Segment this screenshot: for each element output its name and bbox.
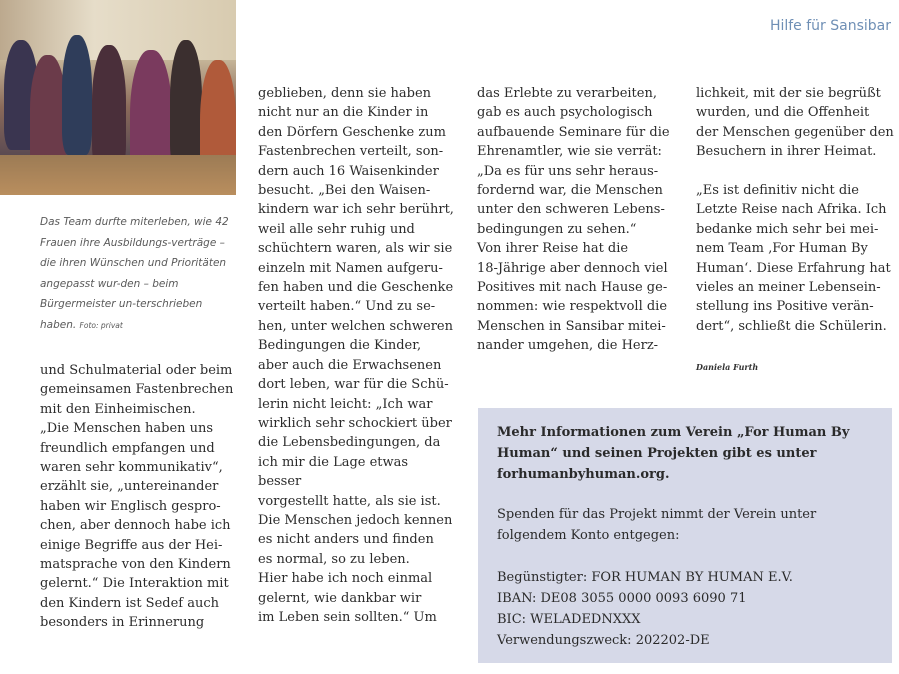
info-box-website-text: Mehr Informationen zum Verein „For Human By Human“ und seinen Projekten gibt es unter forhumanbyhuman.org. [497, 425, 850, 482]
photo-person [170, 40, 202, 170]
photo-credit: Foto: privat [79, 320, 123, 330]
article-column-3: das Erlebte zu verarbeiten, gab es auch psychologisch aufbauende Seminare für die Ehrenamtler, wie sie verrät: „Da es für uns sehr heraus- fordernd war, die Menschen unter den schweren Lebens- bedingungen zu sehen.“ Von ihrer Reise hat die 18-Jährige aber dennoch viel Positives mit nach Hause ge- nommen: wie respektvoll die Menschen in Sansibar mitei- nander umgehen, die Herz- [477, 86, 670, 354]
info-box-donation-intro: Spenden für das Projekt nimmt der Verein unter folgendem Konto entgegen: [497, 507, 817, 543]
info-box-beneficiary: Begünstigter: FOR HUMAN BY HUMAN E.V. [497, 570, 793, 585]
info-box [478, 408, 892, 663]
info-box-purpose: Verwendungszweck: 202202-DE [497, 633, 710, 648]
info-box-bic: BIC: WELADEDNXXX [497, 612, 641, 627]
photo-caption [40, 212, 238, 337]
article-column-4: lichkeit, mit der sie begrüßt wurden, und die Offenheit der Menschen gegenüber den Besuchern in ihrer Heimat. „Es ist definitiv nicht die Letzte Reise nach Afrika. Ich bedanke mich sehr bei mei- nem Team ‚For Human By Human‘. Diese Erfahrung hat vieles an meiner Lebensein- stellung ins Positive verän- dert“, schließt die Schülerin. [696, 86, 894, 334]
info-box-content [497, 422, 877, 651]
article-photo [0, 0, 236, 195]
article-column-1: und Schulmaterial oder beim gemeinsamen Fastenbrechen mit den Einheimischen. „Die Menschen haben uns freundlich empfangen und waren sehr kommunikativ“, erzählt sie, „untereinander haben wir Englisch gespro- chen, aber dennoch habe ich einige Begriffe aus der Hei- matsprache von den Kindern gelernt.“ Die Interaktion mit den Kindern ist Sedef auch besonders in Erinnerung [40, 363, 234, 631]
running-head: Hilfe für Sansibar [769, 18, 891, 34]
author-signature: Daniela Furth [696, 362, 759, 372]
article-column-2: geblieben, denn sie haben nicht nur an die Kinder in den Dörfern Geschenke zum Fastenbrechen verteilt, son- dern auch 16 Waisenkinder besucht. „Bei den Waisen- kindern war ich sehr berührt, weil alle sehr ruhig und schüchtern waren, als wir sie einzeln mit Namen aufgeru- fen haben und die Geschenke verteilt haben.“ Und zu se- hen, unter welchen schweren Bedingungen die Kinder, aber auch die Erwachsenen dort leben, war für die Schü- lerin nicht leicht: „Ich war wirklich sehr schockiert über die Lebensbedingungen, da ich mir die Lage etwas besser vorgestellt hatte, als sie ist. Die Menschen jedoch kennen es nicht anders und finden es normal, so zu leben. Hier habe ich noch einmal gelernt, wie dankbar wir im Leben sein sollten.“ Um [258, 86, 454, 625]
info-box-iban: IBAN: DE08 3055 0000 0093 6090 71 [497, 591, 747, 606]
photo-floor [0, 155, 236, 195]
caption-text: Das Team durfte miterleben, wie 42 Frauen ihre Ausbildungs-verträge – die ihren Wünschen und Prioritäten angepasst wur-den – beim Bürgermeister un-terschrieben haben. [40, 216, 229, 331]
photo-person [62, 35, 92, 155]
photo-person [92, 45, 126, 170]
